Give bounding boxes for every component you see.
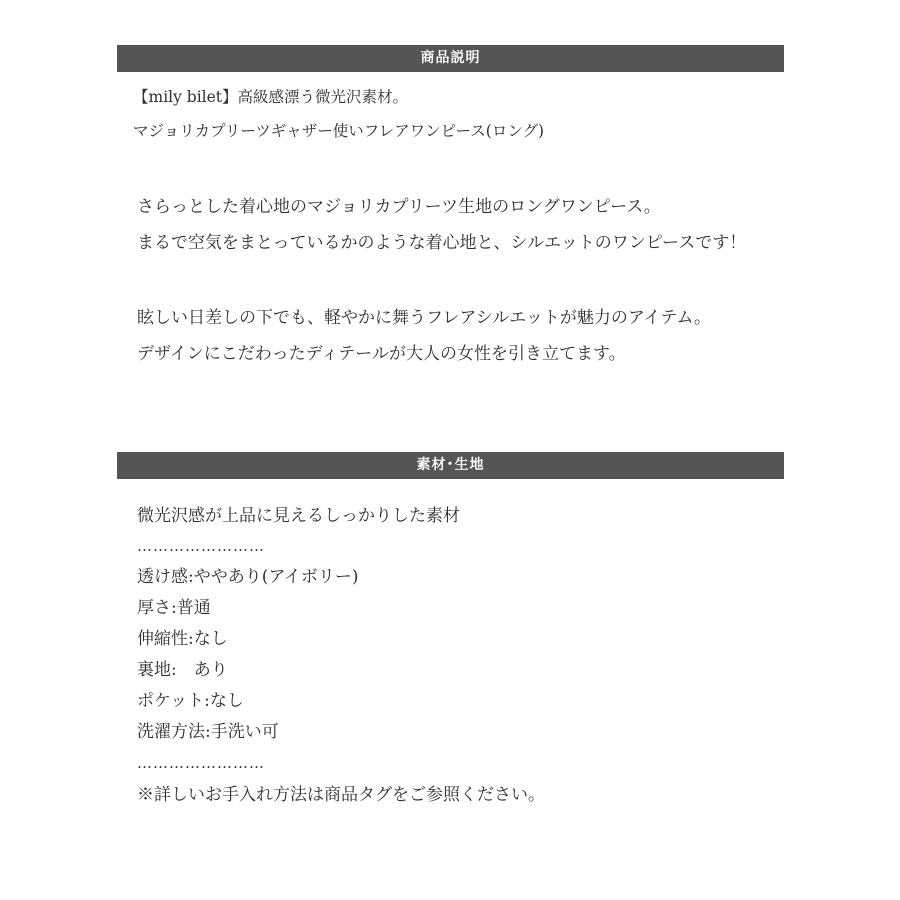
material-line-lining: 裏地: あり bbox=[137, 660, 228, 680]
material-divider-top: …………………… bbox=[137, 537, 265, 555]
material-divider-bottom: …………………… bbox=[137, 754, 265, 772]
material-line-thickness: 厚さ:普通 bbox=[137, 598, 211, 618]
material-line-transparency: 透け感:ややあり(アイボリー) bbox=[137, 567, 359, 587]
material-line-washing: 洗濯方法:手洗い可 bbox=[137, 722, 279, 742]
material-line-pocket: ポケット:なし bbox=[137, 691, 244, 711]
section-header-material: 素材･生地 bbox=[117, 452, 784, 479]
material-line-summary: 微光沢感が上品に見えるしっかりした素材 bbox=[137, 506, 460, 526]
description-line-5: 眩しい日差しの下でも、軽やかに舞うフレアシルエットが魅力のアイテム。 bbox=[137, 308, 712, 328]
description-line-6: デザインにこだわったディテールが大人の女性を引き立てます。 bbox=[137, 344, 626, 364]
section-header-description: 商品説明 bbox=[117, 45, 784, 72]
description-line-3: さらっとした着心地のマジョリカプリーツ生地のロングワンピース。 bbox=[137, 197, 661, 217]
description-line-1: 【mily bilet】高級感漂う微光沢素材。 bbox=[133, 88, 409, 106]
material-line-stretch: 伸縮性:なし bbox=[137, 629, 228, 649]
description-line-4: まるで空気をまとっているかのような着心地と、シルエットのワンピースです！ bbox=[137, 233, 747, 253]
description-line-2: マジョリカプリーツギャザー使いフレアワンピース(ロング) bbox=[133, 122, 545, 140]
material-line-care-note: ※詳しいお手入れ方法は商品タグをご参照ください。 bbox=[137, 785, 545, 805]
